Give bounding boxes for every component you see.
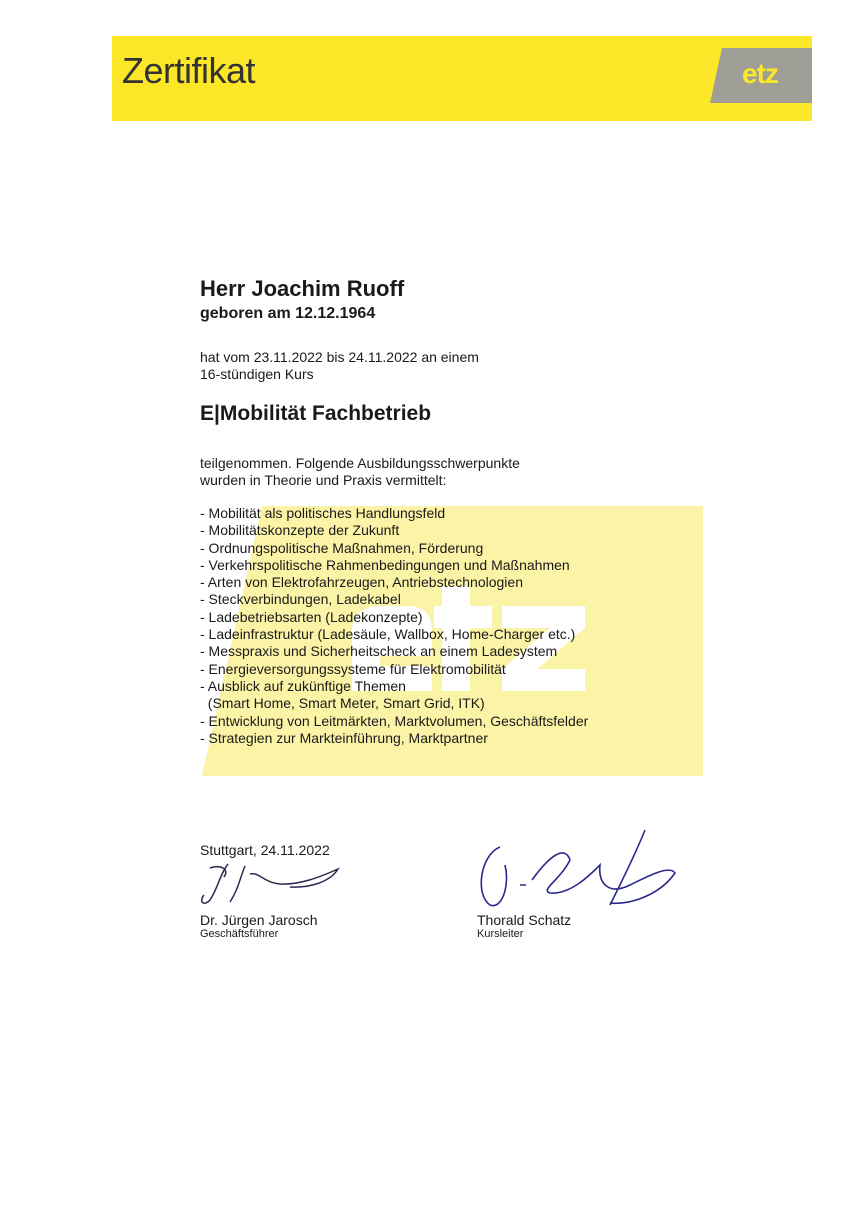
topics-intro [200,455,520,489]
logo-text: etz [742,58,778,89]
topics-intro-line: teilgenommen. Folgende Ausbildungsschwerpunkte [200,455,520,471]
topic-item: - Mobilitätskonzepte der Zukunft [200,522,400,539]
recipient-name: Herr Joachim Ruoff [200,276,405,301]
intro-text [200,349,479,383]
signatory-role: Kursleiter [477,928,524,940]
signature-jarosch [190,858,350,910]
certificate-title: Zertifikat [122,50,256,91]
topic-item: - Energieversorgungssysteme für Elektromobilität [200,660,506,677]
course-title: E|Mobilität Fachbetrieb [200,402,432,425]
topic-item: - Ladeinfrastruktur (Ladesäule, Wallbox, Home-Charger etc.) [200,626,576,643]
signature-schatz [470,825,690,911]
topic-item: - Steckverbindungen, Ladekabel [200,591,401,608]
topic-item: - Mobilität als politisches Handlungsfeld [200,505,446,521]
topic-item: - Arten von Elektrofahrzeugen, Antriebstechnologien [200,574,523,591]
topic-item: (Smart Home, Smart Meter, Smart Grid, ITK) [200,695,485,712]
header-banner [112,36,812,121]
topics-list [200,505,588,747]
signatory-schatz [477,912,571,940]
topic-item: - Ordnungspolitische Maßnahmen, Förderung [200,539,484,556]
intro-line: hat vom 23.11.2022 bis 24.11.2022 an einem [200,349,479,365]
recipient-birthdate: geboren am 12.12.1964 [200,305,376,322]
etz-logo [710,48,812,103]
intro-line: 16-stündigen Kurs [200,366,314,382]
topic-item: - Ladebetriebsarten (Ladekonzepte) [200,608,423,625]
signatory-name: Dr. Jürgen Jarosch [200,912,318,928]
place-date: Stuttgart, 24.11.2022 [200,842,330,858]
topics-intro-line: wurden in Theorie und Praxis vermittelt: [200,472,447,488]
topic-item: - Strategien zur Markteinführung, Marktpartner [200,729,488,746]
topic-item: - Entwicklung von Leitmärkten, Marktvolumen, Geschäftsfelder [200,712,589,729]
topic-item: - Verkehrspolitische Rahmenbedingungen und Maßnahmen [200,556,570,573]
topic-item: - Ausblick auf zukünftige Themen [200,677,406,694]
topic-item: - Messpraxis und Sicherheitscheck an einem Ladesystem [200,643,558,660]
signatory-name: Thorald Schatz [477,912,572,928]
signatory-jarosch [200,912,318,940]
signatory-role: Geschäftsführer [200,928,279,940]
